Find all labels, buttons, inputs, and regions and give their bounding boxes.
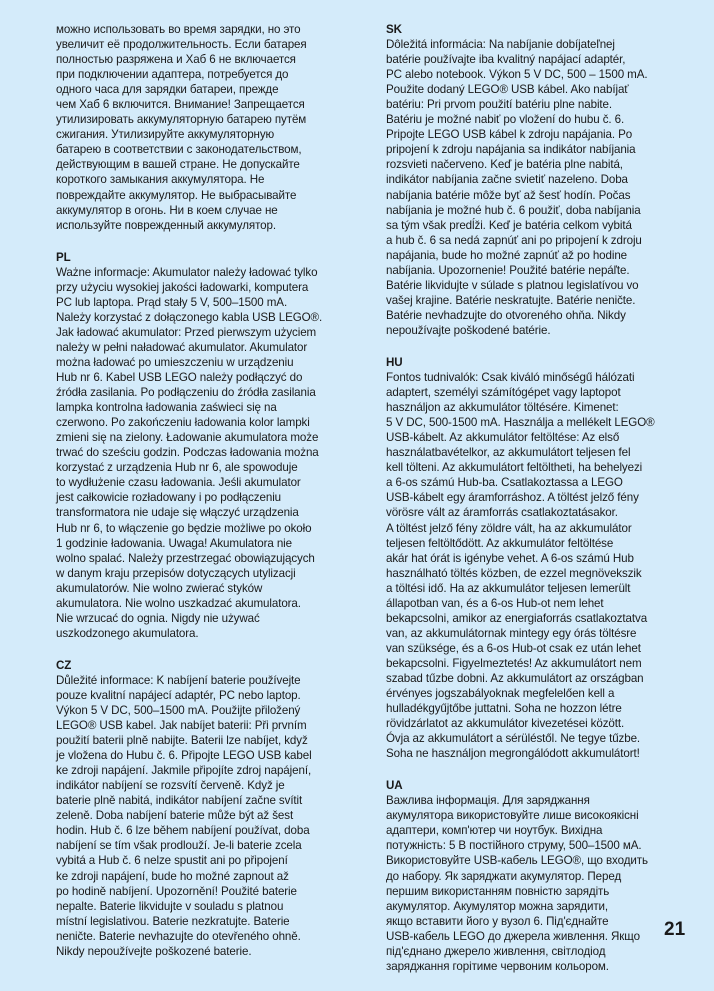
text-line: повреждайте аккумулятор. Не выбрасывайте [56, 188, 297, 202]
text-line: hodin. Hub č. 6 lze během nabíjení používat, doba [56, 824, 310, 838]
text-line: увеличит её продолжительность. Если батарея [56, 38, 307, 52]
page-number: 21 [664, 919, 686, 940]
language-code-pl: PL [56, 250, 71, 264]
text-line: nabíjení se tím však prodlouží. Je-li baterie zcela [56, 839, 302, 853]
text-line: kell tölteni. Az akkumulátort feltöltheti, ha behelyezi [386, 461, 643, 475]
text-line: transformatora nie udaje się włączyć urządzenia [56, 506, 299, 520]
text-line: nepalte. Baterie likvidujte v souladu s platnou [56, 899, 284, 913]
text-line: Óvja az akkumulátort a sérüléstől. Ne tegye tűzbe. [386, 732, 641, 746]
text-line: místní legislativou. Baterie nezkratujte. Baterie [56, 914, 290, 928]
text-line: Важлива інформація. Для заряджання [386, 794, 590, 808]
text-line: źródła zasilania. Po podłączeniu do źródła zasilania [56, 386, 316, 400]
text-line: można ładować po umieszczeniu w urządzeniu [56, 355, 294, 369]
text-line: przy użyciu wysokiej jakości ładowarki, komputera [56, 280, 309, 294]
text-line: PC alebo notebook. Výkon 5 V DC, 500 – 1500 mA. [386, 68, 648, 82]
text-line: PC lub laptopa. Prąd stały 5 V, 500–1500 mA. [56, 295, 288, 309]
text-line: baterie plně nabitá, indikátor nabíjení začne svítit [56, 794, 303, 808]
text-line: korzystać z urządzenia Hub nr 6, ale spowoduje [56, 461, 298, 475]
text-line: szabad tűzbe dobni. Az akkumulátort az országban [386, 671, 644, 685]
language-code-hu: HU [386, 355, 403, 369]
text-line: lampka kontrolna ładowania zaświeci się na [56, 401, 277, 415]
text-line: при подключении адаптера, потребуется до [56, 68, 289, 82]
text-line: до набору. Як заряджати акумулятор. Перед [386, 869, 622, 883]
text-line: Nie wrzucać do ognia. Nigdy nie używać [56, 611, 260, 625]
text-line: a 6-os számú Hub-ba. Csatlakoztassa a LEGO [386, 476, 623, 490]
text-line: érvényes jogszabályoknak megfelelően kell a [386, 687, 615, 701]
text-line: w danym kraju przepisów dotyczących utylizacji [56, 566, 296, 580]
text-line: Batérie likvidujte v súlade s platnou legislatívou vo [386, 278, 639, 292]
text-line: to wydłużenie czasu ładowania. Jeśli akumulator [56, 476, 301, 490]
text-line: одного часа для зарядки батареи, прежде [56, 83, 279, 97]
text-line: trwać do sześciu godzin. Podczas ładowania można [56, 446, 319, 460]
text-line: ke zdroji napájení. Jakmile připojíte zdroj napájení, [56, 764, 312, 778]
text-line: USB-kábelt. Az akkumulátor feltöltése: Az első [386, 431, 620, 445]
text-line: якщо вставити його у вузол 6. Під'єднайте [386, 914, 609, 928]
text-line: rozsvieti načerveno. Keď je batéria plne nabitá, [386, 158, 623, 172]
text-line: Použite dodaný LEGO® USB kábel. Ako nabíjať [386, 83, 629, 97]
text-line: batériu: Pri prvom použití batériu plne nabite. [386, 98, 613, 112]
text-line: Jak ładować akumulator: Przed pierwszym użyciem [56, 325, 317, 339]
text-line: можно использовать во время зарядки, но это [56, 23, 301, 36]
text-line: потужність: 5 В постійного струму, 500–1500 мА. [386, 839, 642, 853]
text-line: használjon az akkumulátor töltésére. Kimenet: [386, 401, 619, 415]
text-line: teljesen feltöltődött. Az akkumulátor feltöltése [386, 536, 614, 550]
text-line: A töltést jelző fény zöldre vált, ha az akkumulátor [386, 521, 632, 535]
text-line: uszkodzonego akumulatora. [56, 626, 199, 640]
text-line: vörösre vált az áramforrás csatlakoztatásakor. [386, 506, 618, 520]
text-line: sa tým však predĺži. Keď je batéria celkom vybitá [386, 218, 632, 232]
text-line: nabíjania batérie môže byť až šesť hodín. Počas [386, 188, 631, 202]
text-line: действующим в вашей стране. Не допускайте [56, 158, 300, 172]
text-line: утилизировать аккумуляторную батарею путём [56, 113, 307, 127]
text-line: nepoužívajte poškodené batérie. [386, 323, 551, 337]
text-line: bekapcsolni, amikor az energiaforrás csatlakoztatva [386, 611, 648, 625]
text-line: Důležité informace: K nabíjení baterie používejte [56, 673, 301, 687]
text-line: используйте поврежденный аккумулятор. [56, 218, 276, 232]
text-line: Batériu je možné nabiť po vložení do hubu č. 6. [386, 113, 625, 127]
text-line: je vložena do Hubu č. 6. Připojte LEGO USB kabel [56, 749, 312, 763]
text-line: použití baterii plně nabijte. Baterii lze nabíjet, když [56, 734, 308, 748]
text-line: pouze kvalitní napájecí adaptér, PC nebo laptop. [56, 688, 301, 702]
text-line: чем Хаб 6 включится. Внимание! Запрещается [56, 98, 305, 112]
text-line: a töltési idő. Ha az akkumulátor teljesen lemerült [386, 581, 631, 595]
text-line: po hodině nabíjení. Upozornění! Použité baterie [56, 884, 297, 898]
text-line: rövidzárlatot az akkumulátor kivezetései között. [386, 717, 625, 731]
text-line: pripojení k zdroju napájania sa indikátor nabíjania [386, 143, 636, 157]
text-line: полностью разряжена и Хаб 6 не включается [56, 53, 296, 67]
language-code-ua: UA [386, 779, 403, 793]
text-line: nabíjania. Upozornenie! Použité batérie nepáľte. [386, 263, 630, 277]
section-hu [386, 355, 708, 761]
text-line: használható töltés közben, de ezzel megnövekszik [386, 566, 642, 580]
text-line: neničte. Baterie nevhazujte do otevřeného ohně. [56, 929, 301, 943]
section-ua [386, 778, 708, 974]
text-line: vybitá a Hub č. 6 nelze spustit ani po připojení [56, 854, 288, 868]
text-line: першим використанням повністю зарядіть [386, 884, 610, 898]
text-line: hulladékgyűjtőbe juttatni. Soha ne hozzon létre [386, 702, 622, 716]
text-line: LEGO® USB kabel. Jak nabíjet baterii: Při prvním [56, 719, 307, 733]
left-column [56, 22, 374, 976]
text-line: batérie používajte iba kvalitný napájací adaptér, [386, 53, 626, 67]
text-line: akumulatorów. Nie wolno zwierać styków [56, 581, 263, 595]
text-line: zeleně. Doba nabíjení baterie může být až šest [56, 809, 294, 823]
text-line: Batérie nevhadzujte do otvoreného ohňa. Nikdy [386, 308, 626, 322]
text-line: заряджання горітиме червоним кольором. [386, 959, 609, 973]
text-line: Pripojte LEGO USB kábel k zdroju napájania. Po [386, 128, 633, 142]
text-line: 5 V DC, 500-1500 mA. Használja a mellékelt LEGO® [386, 416, 655, 430]
text-line: akumulatora. Nie wolno uszkadzać akumulatora. [56, 596, 301, 610]
text-line: adaptert, személyi számítógépet vagy laptopot [386, 386, 621, 400]
text-line: Soha ne használjon megrongálódott akkumulátort! [386, 747, 640, 761]
text-line: należy w pełni naładować akumulator. Akumulator [56, 340, 308, 354]
text-line: Należy korzystać z dołączonego kabla USB LEGO®. [56, 310, 323, 324]
section-sk [386, 22, 708, 338]
text-line: Hub nr 6. Kabel USB LEGO należy podłączyć do [56, 371, 303, 385]
text-line: адаптери, комп'ютер чи ноутбук. Вихідна [386, 824, 603, 838]
text-line: акумулятор. Акумулятор можна зарядити, [386, 899, 609, 913]
language-code-cz: CZ [56, 658, 72, 672]
text-line: Використовуйте USB-кабель LEGO®, що входить [386, 854, 648, 868]
text-line: USB-кабель LEGO до джерела живлення. Якщо [386, 929, 640, 943]
text-line: Dôležitá informácia: Na nabíjanie dobíjateľnej [386, 38, 615, 52]
text-line: indikátor nabíjania začne svietiť nazeleno. Doba [386, 173, 628, 187]
text-line: під'єднано джерело живлення, світлодіод [386, 944, 606, 958]
text-line: акумулятора використовуйте лише високоякісні [386, 809, 639, 823]
section-pl [56, 250, 374, 641]
text-line: állapotban van, és a 6-os Hub-ot nem lehet [386, 596, 604, 610]
text-line: wolno spalać. Należy przestrzegać obowiązujących [56, 551, 315, 565]
section-ru [56, 22, 374, 233]
text-line: аккумулятор в огонь. Ни в коем случае не [56, 203, 278, 217]
text-line: a hub č. 6 sa nedá zapnúť ani po pripojení k zdroju [386, 233, 642, 247]
text-line: Fontos tudnivalók: Csak kiváló minőségű hálózati [386, 371, 635, 385]
text-line: czerwono. Po zakończeniu ładowania kolor lampki [56, 416, 310, 430]
text-line: батарею в соответствии с законодательством, [56, 143, 302, 157]
text-line: van, az akkumulátornak mintegy egy órás töltésre [386, 626, 637, 640]
text-line: Výkon 5 V DC, 500–1500 mA. Použijte přiložený [56, 704, 301, 718]
text-line: bekapcsolni. Figyelmeztetés! Az akkumulátort nem [386, 656, 642, 670]
text-line: napájania, bude ho možné zapnúť až po hodine [386, 248, 628, 262]
language-code-sk: SK [386, 23, 402, 36]
text-line: vašej krajine. Batérie neskratujte. Batérie neničte. [386, 293, 636, 307]
text-line: Nikdy nepoužívejte poškozené baterie. [56, 944, 252, 958]
text-line: akár hat órát is igénybe vehet. A 6-os számú Hub [386, 551, 634, 565]
text-line: nabíjania je možné hub č. 6 použiť, doba nabíjania [386, 203, 641, 217]
text-line: Hub nr 6, to włączenie go będzie możliwe po około [56, 521, 312, 535]
text-line: сжигания. Утилизируйте аккумуляторную [56, 128, 275, 142]
text-line: Ważne informacje: Akumulator należy ładować tylko [56, 265, 318, 279]
text-line: ke zdroji napájení, bude ho možné zapnout až [56, 869, 289, 883]
text-line: USB-kábelt egy áramforráshoz. A töltést jelző fény [386, 491, 639, 505]
text-line: zmieni się na zielony. Ładowanie akumulatora może [56, 431, 319, 445]
text-line: használatbavételkor, az akkumulátort teljesen fel [386, 446, 631, 460]
section-cz [56, 658, 374, 959]
text-line: van szüksége, és a 6-os Hub-ot csak ez után lehet [386, 641, 641, 655]
text-line: jest całkowicie rozładowany i po podłączeniu [56, 491, 282, 505]
right-column [386, 22, 708, 991]
text-line: 1 godzinie ładowania. Uwaga! Akumulatora nie [56, 536, 293, 550]
text-line: короткого замыкания аккумулятора. Не [56, 173, 265, 187]
text-line: indikátor nabíjení se rozsvítí červeně. Když je [56, 779, 285, 793]
